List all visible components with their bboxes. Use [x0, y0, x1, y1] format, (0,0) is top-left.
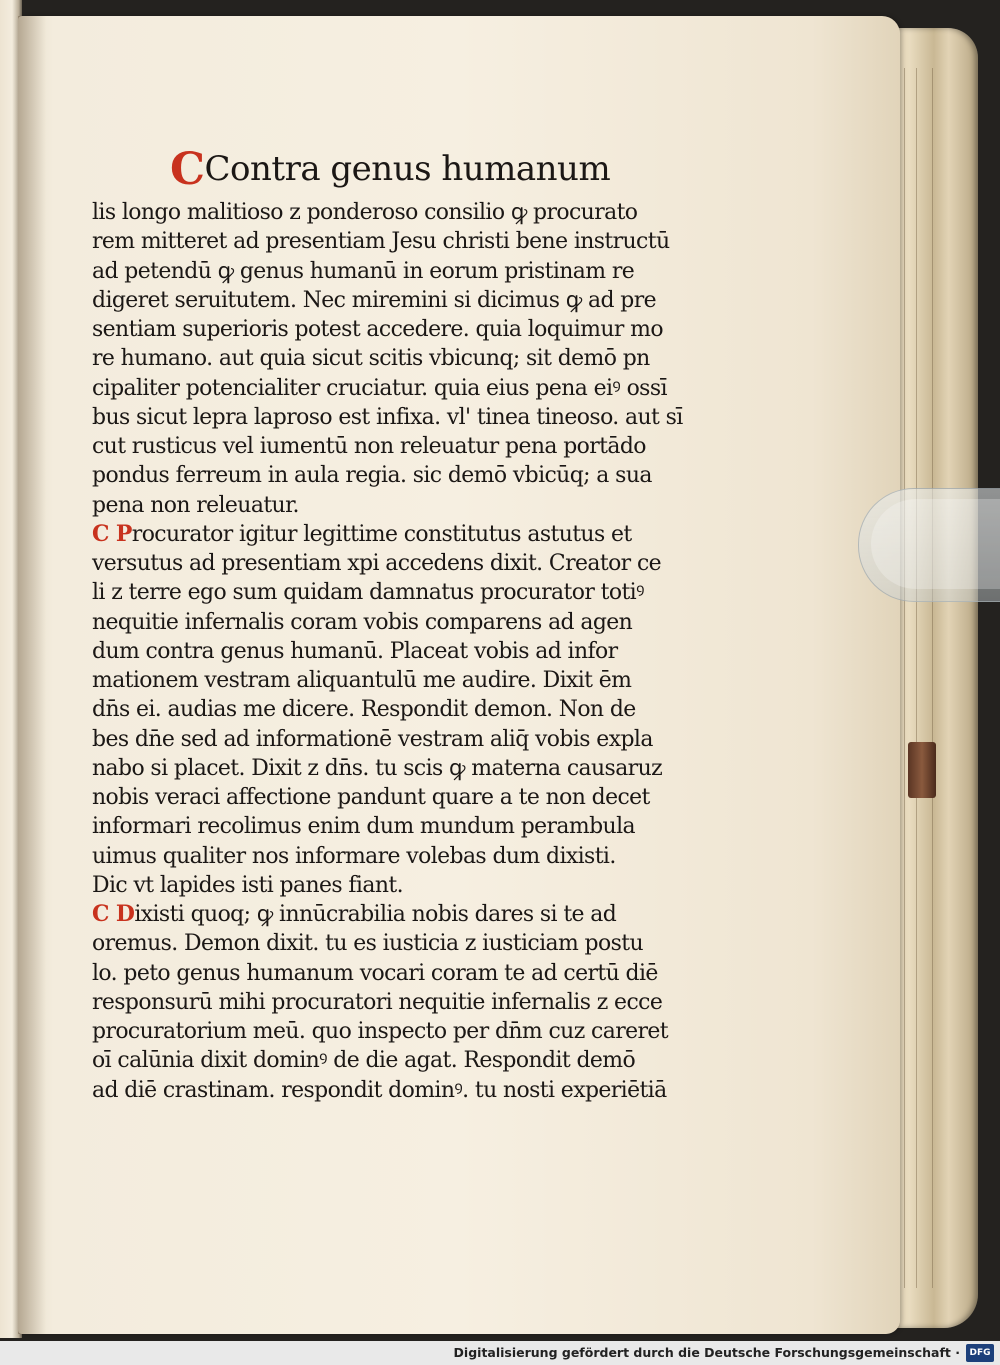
gutter-shadow: [18, 16, 46, 1334]
text-line: [92, 1046, 720, 1075]
line-text: nabo si placet. Dixit z dn̄s. tu scis ꝙ materna causaruz: [92, 755, 663, 781]
line-text: digeret seruitutem. Nec miremini si dicimus ꝙ ad pre: [92, 287, 657, 313]
footer-credit: Digitalisierung gefördert durch die Deutsche Forschungsgemeinschaft ·: [453, 1345, 960, 1360]
dfg-logo: DFG: [966, 1344, 994, 1362]
text-line: [92, 754, 720, 783]
page-heading: [170, 140, 611, 195]
line-text: oī calūnia dixit dominꝰ de die agat. Respondit demō: [92, 1048, 636, 1074]
text-line: [92, 637, 720, 666]
text-line: [92, 491, 720, 520]
line-text: pondus ferreum in aula regia. sic demō vbicūq; a sua: [92, 463, 652, 489]
line-text: lis longo malitioso z ponderoso consilio ꝙ procurato: [92, 200, 638, 225]
text-line: [92, 1017, 720, 1046]
text-line: [92, 842, 720, 871]
text-line: [92, 608, 720, 637]
text-line: [92, 549, 720, 578]
line-text: pena non releuatur.: [92, 492, 299, 518]
line-text: ad diē crastinam. respondit dominꝰ. tu nosti experiētiā: [92, 1077, 667, 1103]
text-line: [92, 374, 720, 403]
text-line: [92, 286, 720, 315]
line-text: mationem vestram aliquantulū me audire. Dixit ēm: [92, 668, 632, 693]
text-line: [92, 666, 720, 695]
text-line: [92, 812, 720, 841]
text-line: [92, 315, 720, 344]
text-line: [92, 783, 720, 812]
page-clip: [858, 488, 1000, 602]
line-text: bus sicut lepra laproso est infixa. vl' tinea tineoso. aut sī: [92, 404, 683, 430]
text-line: [92, 520, 720, 549]
line-text: rem mitteret ad presentiam Jesu christi bene instructū: [92, 229, 670, 255]
line-text: informari recolimus enim dum mundum perambula: [92, 814, 635, 840]
text-line: [92, 929, 720, 958]
line-text: cipaliter potencialiter cruciatur. quia eius pena eiꝰ ossī: [92, 375, 667, 401]
line-text: re humano. aut quia sicut scitis vbicunq; sit demō pn: [92, 346, 650, 372]
line-text: sentiam superioris potest accedere. quia loquimur mo: [92, 317, 663, 342]
line-text: Dic vt lapides isti panes fiant.: [92, 872, 403, 898]
text-line: [92, 900, 720, 929]
line-text: rocurator igitur legittime constitutus astutus et: [131, 521, 632, 547]
text-line: [92, 725, 720, 754]
text-line: [92, 432, 720, 461]
page-edge-line: [932, 68, 933, 1288]
line-text: dn̄s ei. audias me dicere. Respondit demon. Non de: [92, 697, 636, 723]
text-line: [92, 198, 720, 227]
text-line: [92, 227, 720, 256]
line-text: li z terre ego sum quidam damnatus procurator totiꝰ: [92, 580, 644, 606]
text-line: [92, 403, 720, 432]
page-edge-line: [916, 68, 917, 1288]
text-line: [92, 988, 720, 1017]
line-text: oremus. Demon dixit. tu es iusticia z iusticiam postu: [92, 931, 644, 957]
text-line: [92, 344, 720, 373]
text-line: [92, 461, 720, 490]
line-text: cut rusticus vel iumentū non releuatur pena portādo: [92, 434, 646, 459]
text-line: [92, 257, 720, 286]
heading-text: Contra genus humanum: [204, 149, 611, 189]
page-edge-line: [904, 68, 905, 1288]
digitization-footer: [0, 1341, 1000, 1365]
page-clip-highlight: [871, 499, 1000, 589]
line-text: ixisti quoq; ꝙ innūcrabilia nobis dares si te ad: [134, 902, 617, 927]
line-text: ad petendū ꝙ genus humanū in eorum pristinam re: [92, 258, 635, 284]
text-line: [92, 1076, 720, 1105]
line-text: lo. peto genus humanum vocari coram te ad certū diē: [92, 960, 658, 986]
text-line: [92, 695, 720, 724]
body-text: [92, 198, 722, 1105]
line-text: versutus ad presentiam xpi accedens dixit. Creator ce: [92, 551, 662, 576]
line-text: bes dn̄e sed ad informationē vestram aliq̄ vobis expla: [92, 726, 653, 752]
line-text: responsurū mihi procuratori nequitie infernalis z ecce: [92, 989, 663, 1015]
text-line: [92, 871, 720, 900]
line-text: uimus qualiter nos informare volebas dum dixisti.: [92, 843, 616, 869]
leather-tab: [908, 742, 936, 798]
line-text: dum contra genus humanū. Placeat vobis ad infor: [92, 638, 618, 664]
rubric-mark: C P: [92, 520, 132, 547]
line-text: procuratorium meū. quo inspecto per dn̄m cuz careret: [92, 1019, 668, 1044]
line-text: nequitie infernalis coram vobis comparens ad agen: [92, 609, 633, 635]
text-line: [92, 578, 720, 607]
text-line: [92, 959, 720, 988]
rubric-mark: C D: [92, 901, 135, 927]
rubricated-initial: C: [170, 144, 205, 195]
line-text: nobis veraci affectione pandunt quare a te non decet: [92, 785, 650, 810]
